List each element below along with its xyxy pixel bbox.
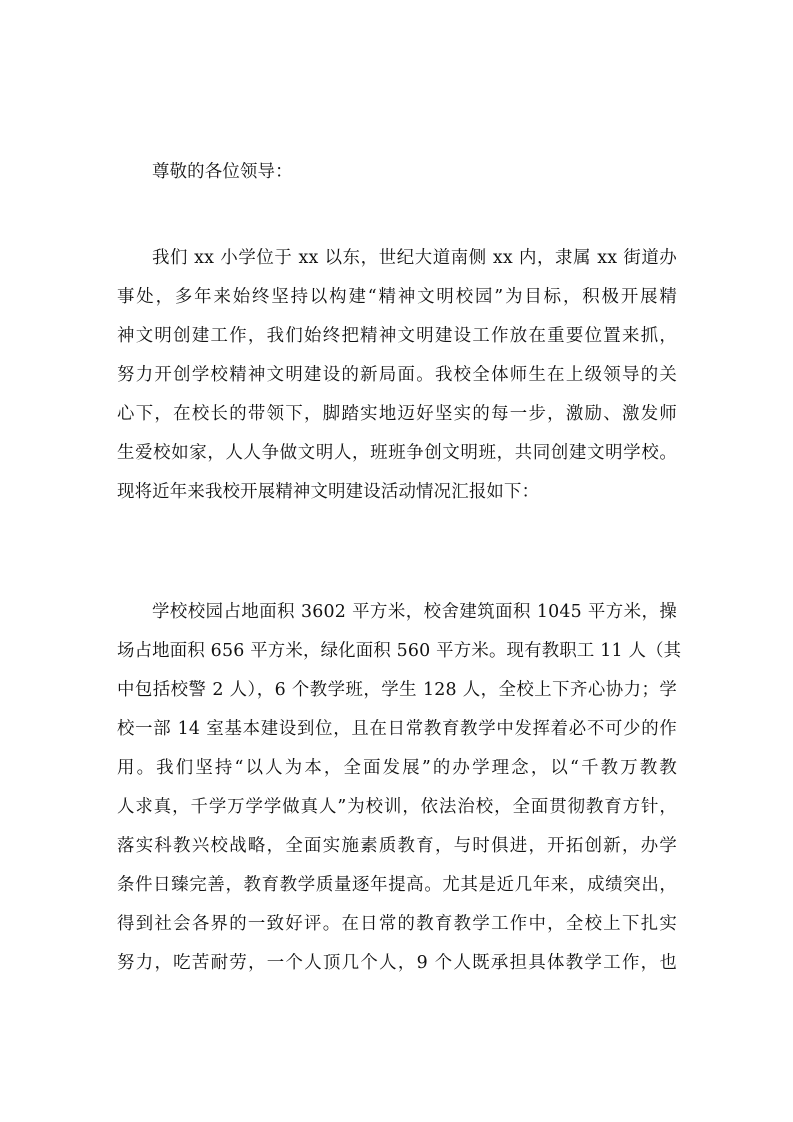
paragraph-line: 中包括校警 2 人），6 个教学班，学生 128 人，全校上下齐心协力；学: [117, 680, 677, 700]
greeting: 尊敬的各位领导：: [152, 162, 293, 182]
paragraph-line: 条件日臻完善，教育教学质量逐年提高。尤其是近几年来，成绩突出，: [117, 875, 677, 895]
paragraph-line: 校一部 14 室基本建设到位，且在日常教育教学中发挥着必不可少的作: [117, 719, 677, 739]
paragraph-line: 神文明创建工作，我们始终把精神文明建设工作放在重要位置来抓，: [117, 326, 677, 346]
paragraph-line: 学校校园占地面积 3602 平方米，校舍建筑面积 1045 平方米，操: [152, 602, 677, 622]
paragraph-line: 现将近年来我校开展精神文明建设活动情况汇报如下：: [117, 482, 540, 502]
paragraph-line: 人求真，千学万学学做真人”为校训，依法治校，全面贯彻教育方针，: [117, 797, 677, 817]
paragraph-line: 生爱校如家，人人争做文明人，班班争创文明班，共同创建文明学校。: [117, 443, 677, 463]
paragraph-line: 事处，多年来始终坚持以构建“精神文明校园”为目标，积极开展精: [117, 287, 677, 307]
paragraph-line: 落实科教兴校战略，全面实施素质教育，与时俱进，开拓创新，办学: [117, 836, 677, 856]
paragraph-line: 努力，吃苦耐劳，一个人顶几个人，9 个人既承担具体教学工作，也: [117, 953, 677, 973]
paragraph-line: 我们 xx 小学位于 xx 以东，世纪大道南侧 xx 内，隶属 xx 街道办: [152, 248, 677, 268]
paragraph-line: 场占地面积 656 平方米，绿化面积 560 平方米。现有教职工 11 人（其: [117, 641, 682, 661]
paragraph-line: 努力开创学校精神文明建设的新局面。我校全体师生在上级领导的关: [117, 365, 677, 385]
paragraph-line: 得到社会各界的一致好评。在日常的教育教学工作中，全校上下扎实: [117, 914, 677, 934]
paragraph-line: 用。我们坚持“以人为本，全面发展”的办学理念，以“千教万教教: [117, 758, 677, 778]
paragraph-line: 心下，在校长的带领下，脚踏实地迈好坚实的每一步，激励、激发师: [117, 404, 677, 424]
